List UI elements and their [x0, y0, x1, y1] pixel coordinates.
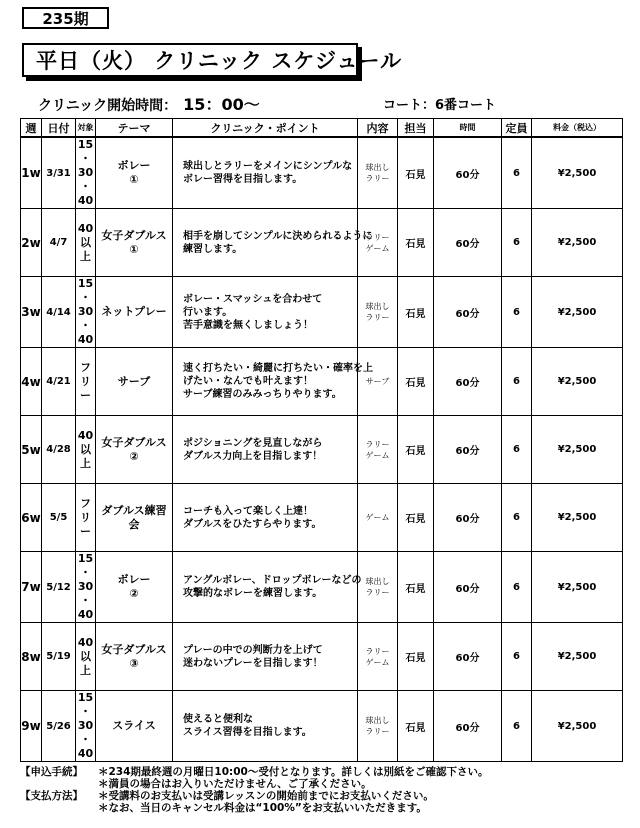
point-line: 練習します。 [183, 243, 243, 255]
point-cell [173, 209, 373, 277]
target-line: 15 [77, 552, 94, 565]
theme-line: ボレー [117, 573, 151, 586]
content-line: 球出し [365, 716, 390, 725]
content-line: 球出し [365, 302, 390, 311]
header-week: 週 [21, 119, 42, 138]
target-cell [76, 623, 96, 691]
date-cell: 4/14 [42, 277, 76, 348]
table-row [21, 552, 623, 623]
week-cell: 5w [21, 416, 42, 484]
target-line: 上 [80, 663, 91, 677]
point-line: 速く打ちたい・綺麗に打ちたい・確率を上 [183, 363, 373, 374]
point-line: ボレー習得を目指します。 [183, 174, 303, 185]
header-capacity: 定員 [502, 119, 532, 138]
start-time-label: クリニック開始時間： [38, 98, 178, 114]
week-cell: 9w [21, 691, 42, 762]
content-line: 球出し [365, 163, 390, 172]
target-line: ・ [80, 319, 91, 332]
fee-cell: ¥2,500 [532, 348, 623, 416]
capacity-cell: 6 [502, 137, 532, 209]
fee-cell: ¥2,500 [532, 484, 623, 552]
target-line: フ [80, 360, 91, 374]
duration-cell: 60分 [434, 552, 502, 623]
theme-line: 女子ダブルス [101, 642, 167, 656]
theme-line: サーブ [117, 374, 151, 388]
page-title: 平日（火） クリニック スケジュール [22, 43, 358, 77]
header-date: 日付 [42, 119, 76, 138]
note-label [20, 802, 98, 814]
content-line: ゲーム [365, 450, 390, 460]
target-line: 上 [80, 456, 91, 470]
target-cell [76, 484, 96, 552]
point-line: 使えると便利な [183, 714, 253, 725]
point-line: 攻撃的なボレーを練習します。 [183, 588, 323, 599]
theme-cell [96, 348, 173, 416]
court-info: コート：6番コート [383, 98, 497, 113]
content-line: ラリー [365, 439, 390, 449]
theme-line: ネットプレー [101, 305, 167, 318]
theme-line: ダブルス練習会 [101, 503, 167, 531]
fee-cell: ¥2,500 [532, 623, 623, 691]
target-line: ー [80, 524, 91, 538]
duration-cell: 60分 [434, 691, 502, 762]
capacity-cell: 6 [502, 348, 532, 416]
note-text: ＊受講料のお支払いは受講レッスンの開始前までにお支払いください。 [98, 790, 434, 802]
content-line: ゲーム [365, 657, 390, 667]
target-line: 40 [77, 221, 94, 235]
theme-line: 女子ダブルス [101, 435, 167, 449]
coach-cell: 石見 [398, 623, 434, 691]
point-line: げたい・なんでも叶えます！ [183, 376, 313, 387]
target-line: ・ [80, 705, 91, 718]
theme-cell [96, 623, 173, 691]
theme-cell [96, 552, 173, 623]
point-line: ポジショニングを見直しながら [183, 437, 323, 449]
date-cell: 5/19 [42, 623, 76, 691]
target-line: 30 [77, 580, 94, 593]
theme-line: スライス [112, 719, 156, 732]
point-line: 苦手意識を無くしましょう！ [183, 319, 313, 331]
target-line: 30 [77, 166, 94, 179]
duration-cell: 60分 [434, 623, 502, 691]
point-cell [173, 484, 358, 552]
date-cell: 4/21 [42, 348, 76, 416]
target-cell [76, 552, 96, 623]
table-row [21, 623, 623, 691]
fee-cell: ¥2,500 [532, 209, 623, 277]
term-label: 235期 [22, 7, 109, 29]
coach-cell: 石見 [398, 484, 434, 552]
coach-cell: 石見 [398, 137, 434, 209]
theme-cell [96, 209, 173, 277]
note-row [20, 778, 489, 790]
target-line: ・ [80, 594, 91, 607]
point-line: アングルボレー、ドロップボレーなどの [183, 575, 362, 586]
target-line: ・ [80, 291, 91, 304]
target-cell [76, 416, 96, 484]
point-cell [173, 552, 362, 623]
coach-cell: 石見 [398, 209, 434, 277]
note-text: ＊なお、当日のキャンセル料金は“100%”をお支払いいただきます。 [98, 802, 427, 814]
week-cell: 1w [21, 137, 42, 209]
theme-cell [96, 416, 173, 484]
target-line: ・ [80, 566, 91, 579]
table-row [21, 277, 623, 348]
duration-cell: 60分 [434, 348, 502, 416]
table-header-row [21, 119, 623, 138]
target-cell [76, 348, 96, 416]
target-line: 以 [80, 442, 91, 456]
target-line: 15 [77, 277, 94, 290]
target-line: 40 [77, 428, 94, 442]
week-cell: 6w [21, 484, 42, 552]
content-cell [358, 691, 398, 762]
table-row [21, 348, 623, 416]
table-row [21, 416, 623, 484]
point-cell [173, 348, 373, 416]
content-line: 球出し [365, 577, 390, 586]
week-cell: 8w [21, 623, 42, 691]
coach-cell: 石見 [398, 277, 434, 348]
point-cell [173, 623, 358, 691]
target-cell [76, 277, 96, 348]
point-cell [173, 277, 358, 348]
content-cell [358, 137, 398, 209]
target-cell [76, 137, 96, 209]
note-text: ＊満員の場合はお入りいただけません、ご了承ください。 [98, 778, 372, 790]
target-line: 15 [77, 691, 94, 704]
duration-cell: 60分 [434, 484, 502, 552]
point-line: 迷わないプレーを目指します！ [183, 657, 323, 669]
theme-line: ① [129, 242, 139, 256]
target-line: 40 [77, 333, 94, 346]
schedule-table [20, 118, 623, 762]
capacity-cell: 6 [502, 484, 532, 552]
note-row [20, 802, 489, 814]
coach-cell: 石見 [398, 691, 434, 762]
header-fee: 料金（税込） [532, 119, 623, 138]
duration-cell: 60分 [434, 416, 502, 484]
note-label: 【支払方法】 [20, 790, 83, 802]
target-line: ・ [80, 152, 91, 165]
target-line: 以 [80, 649, 91, 663]
capacity-cell: 6 [502, 552, 532, 623]
theme-cell [96, 691, 173, 762]
point-line: コーチも入って楽しく上達！ [183, 505, 313, 517]
theme-line: ① [129, 173, 139, 186]
point-line: 球出しとラリーをメインにシンプルな [183, 161, 353, 172]
point-line: 行います。 [183, 306, 233, 318]
content-line: ゲーム [365, 513, 390, 522]
content-cell [358, 416, 398, 484]
header-target: 対象 [76, 119, 96, 138]
target-line: 30 [77, 719, 94, 732]
content-cell [358, 277, 398, 348]
fee-cell: ¥2,500 [532, 552, 623, 623]
date-cell: 5/26 [42, 691, 76, 762]
header-coach: 担当 [398, 119, 434, 138]
week-cell: 3w [21, 277, 42, 348]
coach-cell: 石見 [398, 552, 434, 623]
note-label [20, 778, 98, 790]
start-time [38, 92, 260, 115]
theme-cell [96, 484, 173, 552]
content-line: サーブ [365, 377, 390, 386]
fee-cell: ¥2,500 [532, 691, 623, 762]
theme-line: ② [129, 449, 139, 463]
target-line: 40 [77, 747, 94, 760]
point-cell [173, 691, 358, 762]
capacity-cell: 6 [502, 209, 532, 277]
target-line: ー [80, 388, 91, 402]
week-cell: 4w [21, 348, 42, 416]
theme-line: ③ [129, 656, 139, 670]
header-content: 内容 [358, 119, 398, 138]
point-line: ダブルス力向上を目指します！ [183, 450, 323, 462]
table-row [21, 484, 623, 552]
content-line: ゲーム [365, 243, 390, 253]
table-row [21, 209, 623, 277]
table-row [21, 137, 623, 209]
target-line: 30 [77, 305, 94, 318]
date-cell: 4/28 [42, 416, 76, 484]
target-line: フ [80, 496, 91, 510]
duration-cell: 60分 [434, 209, 502, 277]
date-cell: 5/5 [42, 484, 76, 552]
date-cell: 4/7 [42, 209, 76, 277]
header-theme: テーマ [96, 119, 173, 138]
date-cell: 3/31 [42, 137, 76, 209]
capacity-cell: 6 [502, 416, 532, 484]
target-cell [76, 691, 96, 762]
target-line: 40 [77, 608, 94, 621]
point-line: スライス習得を目指します。 [183, 727, 312, 738]
content-line: ラリー [365, 174, 390, 183]
target-line: ・ [80, 180, 91, 193]
header-point: クリニック・ポイント [173, 119, 358, 138]
capacity-cell: 6 [502, 277, 532, 348]
theme-line: ボレー [117, 159, 151, 172]
note-row [20, 766, 489, 778]
target-line: 以 [80, 235, 91, 249]
point-line: ボレー・スマッシュを合わせて [183, 293, 323, 305]
fee-cell: ¥2,500 [532, 137, 623, 209]
target-line: リ [80, 374, 91, 388]
duration-cell: 60分 [434, 277, 502, 348]
point-cell [173, 137, 358, 209]
content-cell [358, 552, 398, 623]
header-duration: 時間 [434, 119, 502, 138]
target-line: ・ [80, 733, 91, 746]
note-row [20, 790, 489, 802]
point-cell [173, 416, 358, 484]
point-line: 相手を崩してシンプルに決められるように [183, 230, 373, 242]
content-line: ラリー [365, 313, 390, 322]
date-cell: 5/12 [42, 552, 76, 623]
target-line: 上 [80, 249, 91, 263]
fee-cell: ¥2,500 [532, 416, 623, 484]
capacity-cell: 6 [502, 691, 532, 762]
content-cell [358, 623, 398, 691]
week-cell: 7w [21, 552, 42, 623]
target-line: リ [80, 510, 91, 524]
theme-cell [96, 137, 173, 209]
theme-line: ② [129, 587, 139, 600]
point-line: プレーの中での判断力を上げて [183, 644, 323, 656]
content-line: ラリー [365, 232, 390, 242]
duration-cell: 60分 [434, 137, 502, 209]
content-cell [358, 348, 398, 416]
content-cell [358, 484, 398, 552]
table-row [21, 691, 623, 762]
theme-cell [96, 277, 173, 348]
content-line: ラリー [365, 588, 390, 597]
content-line: ラリー [365, 646, 390, 656]
theme-line: 女子ダブルス [101, 228, 167, 242]
note-label: 【申込手続】 [20, 766, 83, 778]
point-line: ダブルスをひたすらやります。 [183, 518, 322, 530]
coach-cell: 石見 [398, 416, 434, 484]
coach-cell: 石見 [398, 348, 434, 416]
content-line: ラリー [365, 727, 390, 736]
notes-section [20, 766, 489, 814]
point-line: サーブ練習のみみっちりやります。 [183, 389, 342, 400]
week-cell: 2w [21, 209, 42, 277]
target-line: 40 [77, 635, 94, 649]
content-cell [358, 209, 398, 277]
target-cell [76, 209, 96, 277]
start-time-value: 15：00〜 [183, 95, 260, 114]
note-text: ＊234期最終週の月曜日10:00〜受付となります。詳しくは別紙をご確認下さい。 [98, 766, 489, 778]
target-line: 15 [77, 138, 94, 151]
capacity-cell: 6 [502, 623, 532, 691]
fee-cell: ¥2,500 [532, 277, 623, 348]
target-line: 40 [77, 194, 94, 207]
